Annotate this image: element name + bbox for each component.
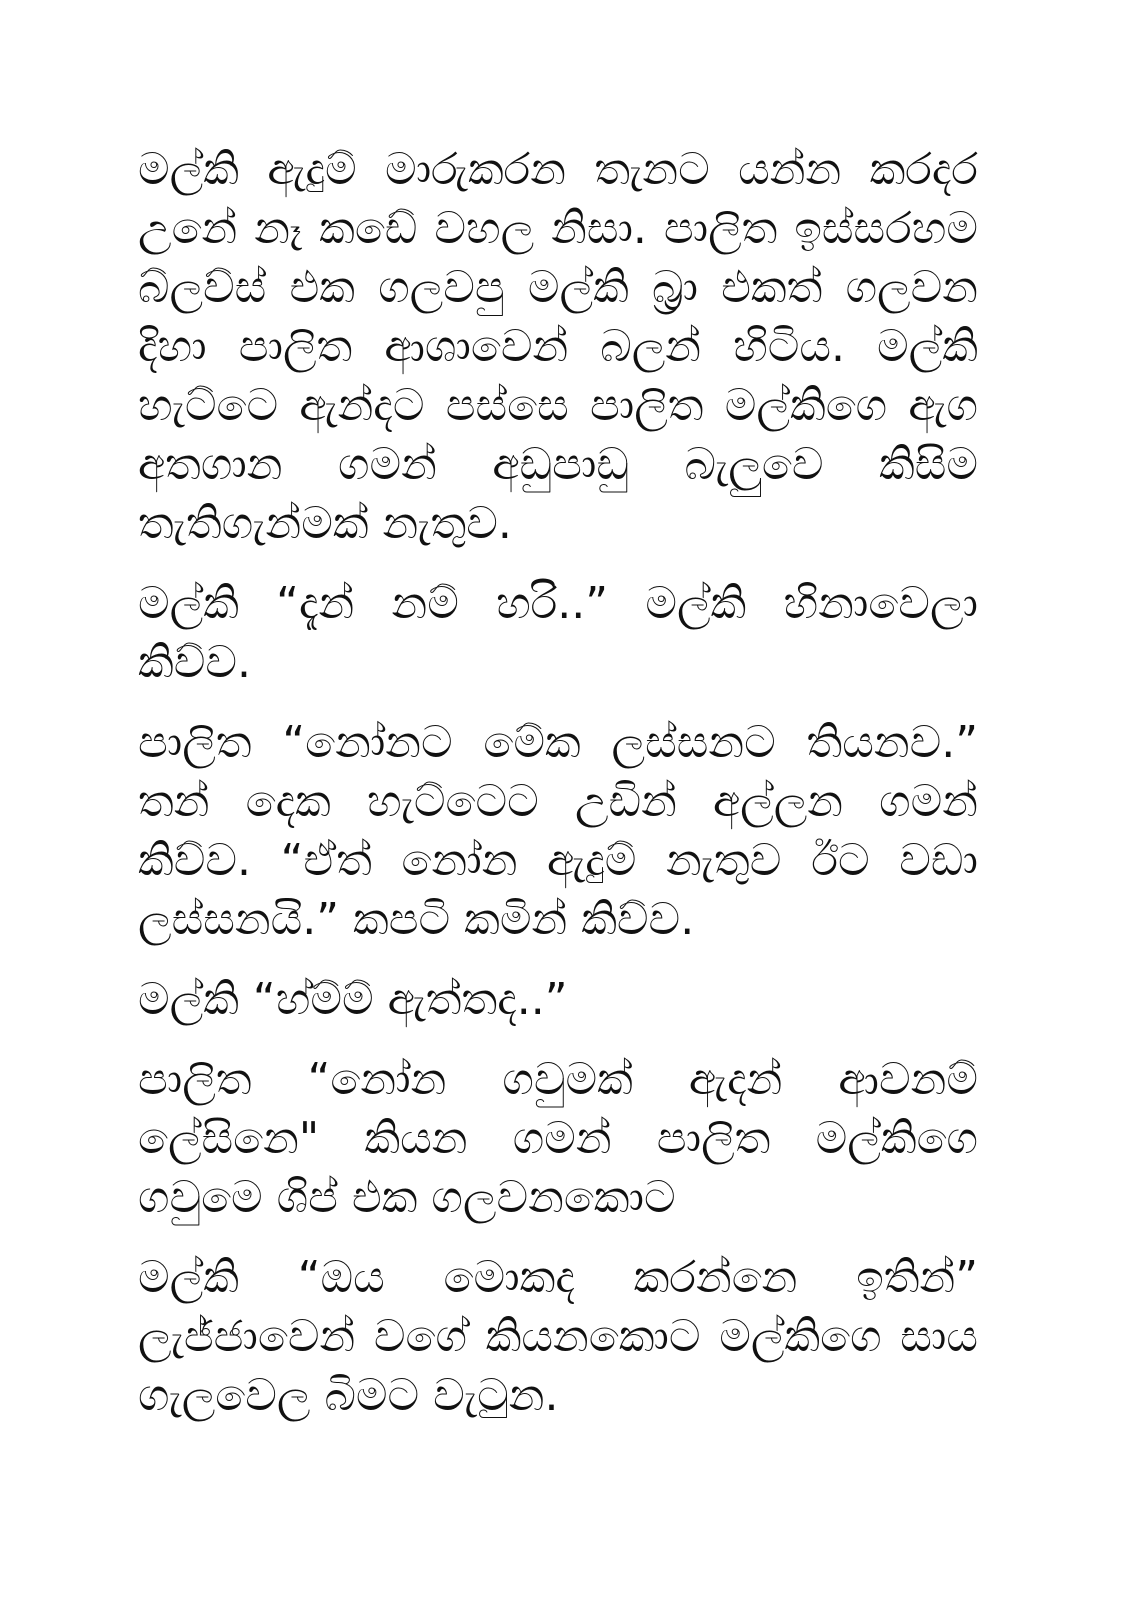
paragraph: මල්කි “ඔය මොකද කරන්නෙ ඉතින්” ලැජ්ජාවෙන් වගේ කියනකොට මල්කිගෙ සාය ගැලවෙල බිමට වැටුන. (138, 1252, 978, 1421)
paragraph: මල්කි “හ්ම්ම් ඇත්තද..” (138, 974, 568, 1025)
paragraph: මල්කි “දැන් නම් හරි..” මල්කි හිනාවෙලා කිව්ව. (138, 578, 978, 688)
paragraph: මල්කි ඇදුම් මාරුකරන තැනට යන්න කරදර උනේ නෑ කඩේ වහල නිසා. පාලිත ඉස්සරහම බ්ලව්ස් එක ගලවපු මල්කි බ්‍ර්‍රා එකත් ගලවන දිහා පාලිත ආශාවෙන් බලන් හිටිය. මල්කි හැට්ටෙ ඇන්දට පස්සෙ පාලිත මල්කිගෙ ඇග අතගාන ගමන් අඩුපාඩු බැලුවෙ කිසිම තැතිගැන්මක් නැතුව. (138, 144, 978, 549)
document-body (138, 140, 978, 1470)
paragraph: පාලිත “නෝන ගවුමක් ඇදන් ආවනම් ලේසිනෙ" කියන ගමන් පාලිත මල්කිගෙ ගවුමෙ ශිප් එක ගලවනකොට (138, 1054, 978, 1223)
paragraph: පාලිත “නෝනට මේක ලස්සනට තියනව.” තන් දෙක හැට්ටෙට උඩින් අල්ලන ගමන් කිව්ව. “ඒත් නෝන ඇදුම් නැතුව ඊට වඩා ලස්සනයි.” කපටි කමින් කිව්ව. (138, 717, 978, 945)
